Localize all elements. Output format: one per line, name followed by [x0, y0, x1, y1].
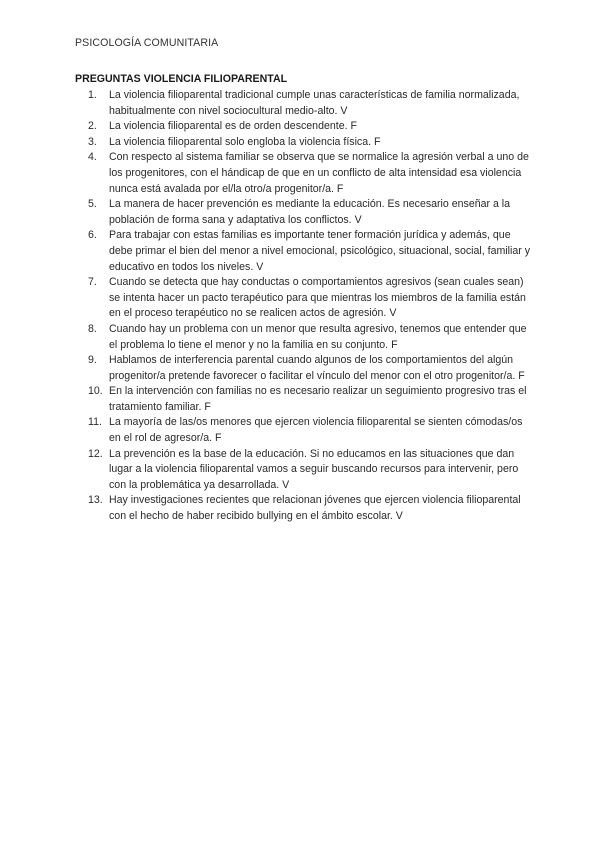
question-text: Con respecto al sistema familiar se observa que se normalice la agresión verbal a uno de los progenitores, con el hándicap de que en un conflicto de alta intensidad esa violencia nunca está avalada por el/la otro/a progenitor/a. F — [109, 151, 529, 195]
question-text: La violencia filioparental es de orden descendente. F — [109, 120, 357, 133]
question-number: 8. — [88, 322, 97, 335]
question-number: 5. — [88, 198, 97, 211]
question-item — [75, 415, 535, 446]
question-text: Cuando hay un problema con un menor que resulta agresivo, tenemos que entender que el problema lo tiene el menor y no la familia en su conjunto. F — [109, 322, 527, 351]
question-item — [75, 228, 535, 275]
question-list — [75, 88, 535, 525]
question-item — [75, 322, 535, 353]
question-number: 3. — [88, 135, 97, 148]
question-number: 6. — [88, 229, 97, 242]
question-number: 10. — [88, 385, 103, 398]
question-number: 7. — [88, 276, 97, 289]
question-number: 4. — [88, 151, 97, 164]
question-text: La prevención es la base de la educación. Si no educamos en las situaciones que dan lugar a la violencia filioparental vamos a seguir buscando recursos para intervenir, pero con la problemática ya desarrollada. V — [109, 447, 519, 491]
question-number: 2. — [88, 120, 97, 133]
question-number: 1. — [88, 89, 97, 101]
question-text: La mayoría de las/os menores que ejercen violencia filioparental se sienten cómodas/os en el rol de agresor/a. F — [109, 416, 523, 445]
question-item — [75, 88, 535, 119]
question-text: La manera de hacer prevención es mediante la educación. Es necesario enseñar a la población de forma sana y adaptativa los conflictos. V — [109, 198, 511, 226]
question-text: La violencia filioparental tradicional cumple unas características de familia normalizada, habitualmente con nivel sociocultural medio-alto. V — [109, 89, 520, 117]
document-title: PREGUNTAS VIOLENCIA FILIOPARENTAL — [75, 73, 288, 85]
question-text: Para trabajar con estas familias es importante tener formación jurídica y además, que debe primar el bien del menor a nivel emocional, psicológico, situacional, social, familiar y educativo en todos los niveles. V — [109, 229, 531, 273]
question-item — [75, 447, 535, 494]
question-text: Cuando se detecta que hay conductas o comportamientos agresivos (sean cuales sean) se intenta hacer un pacto terapéutico para que mientras los miembros de la familia están en el proceso terapéutico no se realicen actos de agresión. V — [109, 276, 526, 320]
question-number: 11. — [88, 416, 102, 429]
question-item — [75, 197, 535, 228]
question-text: La violencia filioparental solo engloba la violencia física. F — [109, 135, 381, 148]
question-item — [75, 353, 535, 384]
question-text: En la intervención con familias no es necesario realizar un seguimiento progresivo tras el tratamiento familiar. F — [109, 385, 527, 413]
question-number: 13. — [88, 494, 103, 507]
question-item — [75, 384, 535, 415]
question-item — [75, 493, 535, 524]
question-item — [75, 119, 535, 135]
question-item — [75, 275, 535, 322]
question-text: Hay investigaciones recientes que relacionan jóvenes que ejercen violencia filioparental con el hecho de haber recibido bullying en el ámbito escolar. V — [109, 494, 521, 523]
page-header: PSICOLOGÍA COMUNITARIA — [75, 37, 219, 49]
question-item — [75, 135, 535, 151]
question-number: 12. — [88, 447, 103, 460]
question-number: 9. — [88, 354, 97, 367]
question-text: Hablamos de interferencia parental cuando algunos de los comportamientos del algún progenitor/a pretende favorecer o facilitar el vínculo del menor con el otro progenitor/a. F — [109, 354, 525, 382]
question-item — [75, 150, 535, 197]
